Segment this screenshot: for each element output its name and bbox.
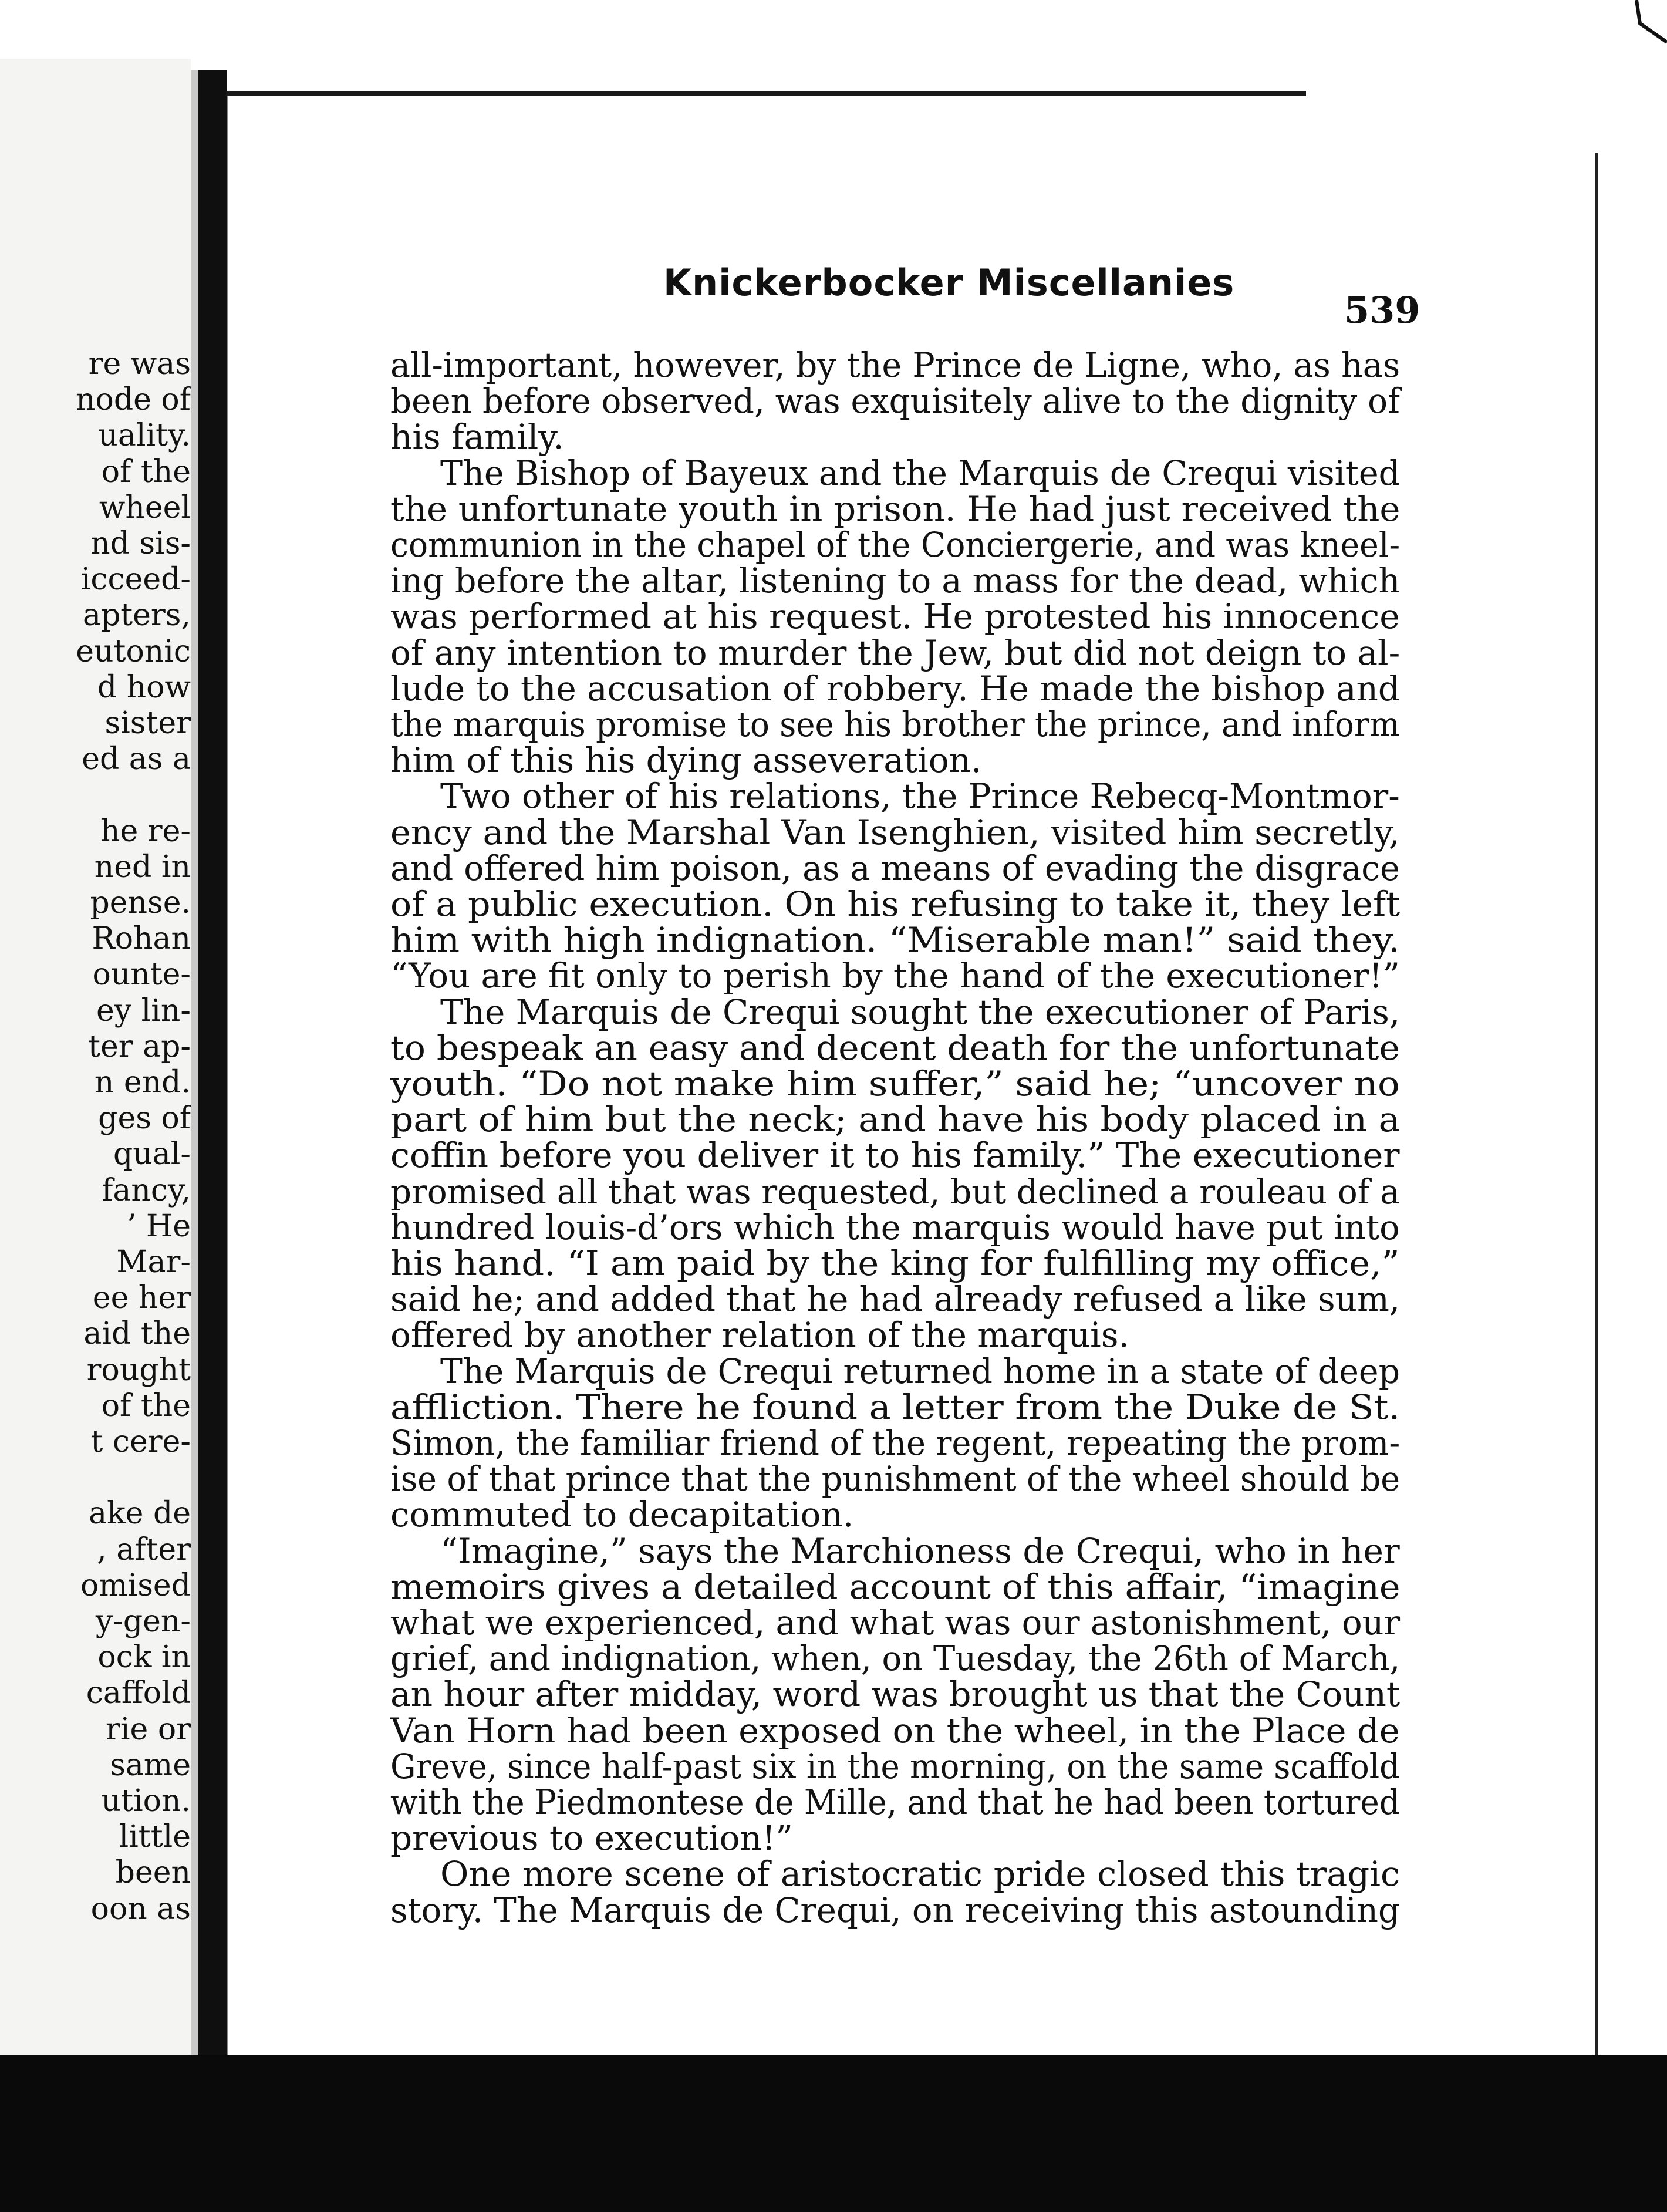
left-page-fragment: ounte- xyxy=(92,957,191,993)
left-page-fragment: t cere- xyxy=(90,1424,191,1459)
text-line: memoirs gives a detailed account of this affair, “imagine xyxy=(390,1566,1401,1607)
text-line: what we experienced, and what was our astonishment, our xyxy=(390,1603,1401,1643)
text-line: The Marquis de Crequi returned home in a state of deep xyxy=(440,1351,1401,1391)
left-page-edge xyxy=(191,70,198,2055)
left-page-fragment: ter ap- xyxy=(88,1029,191,1064)
text-line: was performed at his request. He protested his innocence xyxy=(390,596,1400,637)
text-line: an hour after midday, word was brought us that the Count xyxy=(390,1674,1401,1715)
left-page-fragment: d how xyxy=(97,669,191,705)
scan-bottom-band xyxy=(0,2055,1667,2212)
scan-corner-mark xyxy=(1632,0,1667,47)
left-page-fragment: ution. xyxy=(101,1783,191,1819)
text-line: all-important, however, by the Prince de Ligne, who, as has xyxy=(390,345,1401,385)
left-page-fragment: eutonic xyxy=(76,633,191,669)
left-page-fragment: aid the xyxy=(83,1316,191,1352)
text-line: Greve, since half-past six in the morning, on the same scaffold xyxy=(390,1746,1400,1786)
text-line: to bespeak an easy and decent death for the unfortunate xyxy=(390,1027,1400,1068)
left-page-fragment: he re- xyxy=(100,813,191,849)
left-page-fragment: Mar- xyxy=(116,1245,191,1280)
left-page-fragment: pense. xyxy=(90,885,191,920)
left-page-fragment: icceed- xyxy=(80,562,191,598)
page-right-edge xyxy=(1595,153,1598,2055)
left-page-fragment: y-gen- xyxy=(95,1604,191,1639)
left-page-fragment: ey lin- xyxy=(96,993,191,1029)
left-page-fragment: qual- xyxy=(113,1137,191,1172)
left-page-fragment: rought xyxy=(86,1352,191,1388)
left-page-fragment: Rohan xyxy=(92,921,191,957)
text-line: ing before the altar, listening to a mass for the dead, which xyxy=(390,561,1401,601)
text-line: “Imagine,” says the Marchioness de Crequi, who in her xyxy=(440,1530,1400,1571)
text-line: offered by another relation of the marquis. xyxy=(390,1315,1129,1355)
left-page-fragment: ’ He xyxy=(126,1208,191,1244)
text-line: communion in the chapel of the Conciergerie, and was kneel- xyxy=(390,525,1401,565)
left-page-fragment: rie or xyxy=(106,1711,191,1747)
text-line: the marquis promise to see his brother the prince, and inform xyxy=(390,704,1400,744)
running-head: Knickerbocker Miscellanies xyxy=(663,261,1235,304)
text-line: ise of that prince that the punishment of the wheel should be xyxy=(390,1459,1401,1499)
left-page-fragment: ee her xyxy=(92,1280,191,1316)
left-page-fragment: nd sis- xyxy=(90,526,191,561)
text-line: coffin before you deliver it to his family.” The executioner xyxy=(390,1135,1400,1176)
text-line: The Bishop of Bayeux and the Marquis de Crequi visited xyxy=(440,453,1401,493)
text-line: of any intention to murder the Jew, but did not deign to al- xyxy=(390,632,1401,673)
left-page-fragment: ed as a xyxy=(82,741,191,777)
text-line: youth. “Do not make him suffer,” said he; “uncover no xyxy=(390,1064,1400,1104)
text-line: Two other of his relations, the Prince Rebecq-Montmor- xyxy=(440,776,1400,817)
left-page-fragment: ges of xyxy=(98,1101,191,1137)
text-line: him of this his dying asseveration. xyxy=(390,740,982,781)
left-page-fragment: little xyxy=(119,1819,191,1855)
left-page-fragment: uality. xyxy=(98,418,191,454)
book-gutter xyxy=(198,70,227,2055)
left-page-margin xyxy=(0,59,191,2055)
left-page-fragment: been xyxy=(115,1855,191,1891)
text-line: and offered him poison, as a means of evading the disgrace xyxy=(390,848,1400,888)
text-line: Simon, the familiar friend of the regent, repeating the prom- xyxy=(390,1423,1401,1463)
text-line: hundred louis-d’ors which the marquis would have put into xyxy=(390,1207,1400,1247)
left-page-fragment: n end. xyxy=(94,1065,191,1100)
text-line: “You are fit only to perish by the hand of the executioner!” xyxy=(390,956,1400,996)
left-page-fragment: wheel xyxy=(99,490,191,525)
page-top-border xyxy=(226,91,1306,96)
text-line: said he; and added that he had already refused a like sum, xyxy=(390,1279,1401,1320)
text-line: affliction. There he found a letter from the Duke de St. xyxy=(390,1387,1401,1427)
text-line: ency and the Marshal Van Isenghien, visited him secretly, xyxy=(390,812,1400,852)
left-page-fragment: of the xyxy=(101,1388,191,1424)
text-line: his family. xyxy=(390,417,564,457)
text-line: One more scene of aristocratic pride closed this tragic xyxy=(440,1854,1401,1894)
left-page-fragment: ake de xyxy=(89,1496,191,1532)
text-line: his hand. “I am paid by the king for fulfilling my office,” xyxy=(390,1243,1400,1283)
text-line: lude to the accusation of robbery. He made the bishop and xyxy=(390,668,1400,709)
left-page-fragment: sister xyxy=(104,706,191,741)
text-line: previous to execution!” xyxy=(390,1818,793,1859)
left-page-fragment: oon as xyxy=(90,1891,191,1927)
left-page-fragment: of the xyxy=(101,454,191,490)
left-page-fragment: re was xyxy=(88,346,191,382)
text-line: been before observed, was exquisitely alive to the dignity of xyxy=(390,381,1400,422)
text-line: with the Piedmontese de Mille, and that he had been tortured xyxy=(390,1782,1400,1822)
text-line: commuted to decapitation. xyxy=(390,1495,854,1535)
left-page-fragment: , after xyxy=(97,1532,191,1567)
text-line: of a public execution. On his refusing to take it, they left xyxy=(390,884,1401,924)
left-page-fragment: node of xyxy=(76,382,191,418)
text-line: The Marquis de Crequi sought the executioner of Paris, xyxy=(440,992,1401,1032)
text-line: part of him but the neck; and have his body placed in a xyxy=(390,1100,1401,1140)
text-line: grief, and indignation, when, on Tuesday, the 26th of March, xyxy=(390,1638,1401,1679)
text-line: promised all that was requested, but declined a rouleau of a xyxy=(390,1171,1400,1212)
page-number: 539 xyxy=(1344,289,1420,332)
text-line: story. The Marquis de Crequi, on receiving this astounding xyxy=(390,1890,1400,1930)
left-page-fragment: ned in xyxy=(94,849,191,885)
left-page-fragment: apters, xyxy=(82,598,191,633)
text-line: the unfortunate youth in prison. He had just received the xyxy=(390,488,1401,529)
left-page-fragment: ock in xyxy=(97,1640,191,1675)
left-page-fragment: same xyxy=(110,1747,191,1783)
left-page-fragment: caffold xyxy=(86,1675,191,1711)
left-page-fragment: fancy, xyxy=(102,1172,191,1208)
text-line: Van Horn had been exposed on the wheel, in the Place de xyxy=(390,1710,1400,1751)
left-page-fragment: omised xyxy=(80,1567,191,1603)
text-line: him with high indignation. “Miserable man!” said they. xyxy=(390,920,1400,960)
